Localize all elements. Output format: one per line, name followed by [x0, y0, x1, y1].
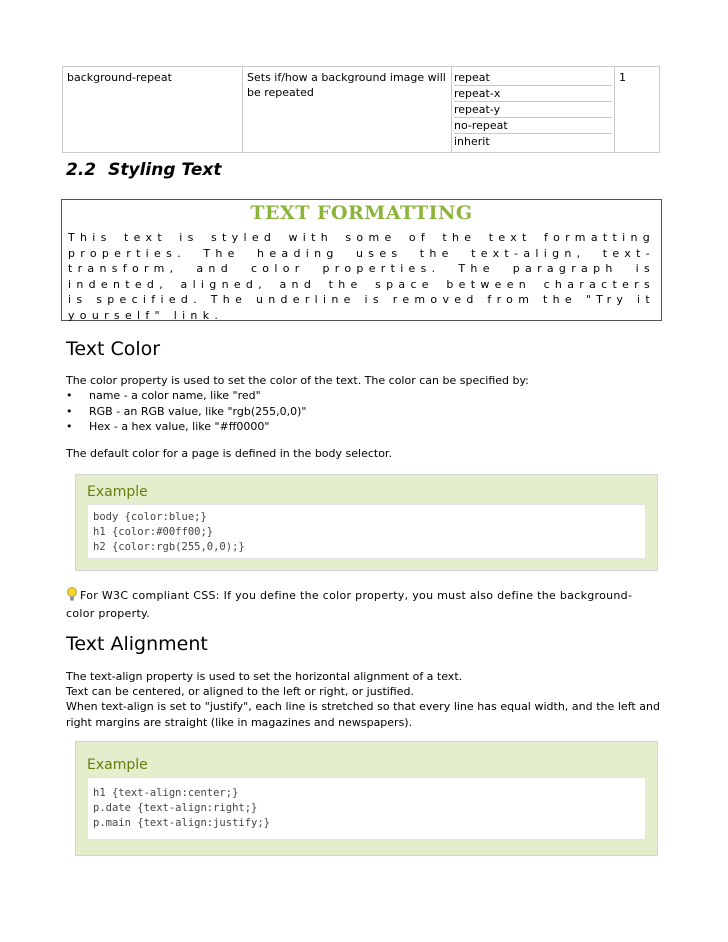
value-item: no-repeat	[454, 118, 612, 134]
code-line: p.main {text-align:justify;}	[93, 817, 271, 829]
value-item: repeat-y	[454, 102, 612, 118]
demo-heading: TEXT FORMATTING	[250, 202, 473, 224]
code-block	[87, 777, 646, 840]
alignment-line: The text-align property is used to set the horizontal alignment of a text.	[66, 670, 463, 683]
values-cell	[452, 67, 615, 153]
description-cell: Sets if/how a background image will be repeated	[243, 67, 452, 153]
bullet-icon: •	[66, 404, 73, 418]
text-color-heading: Text Color	[66, 338, 161, 360]
demo-paragraph: This text is styled with some of the text formatting properties. The heading uses the text-align, text-transform, and color properties. The paragraph is indented, aligned, and the space between characters is specified. The underline is removed from the "Try it yourself" link.	[68, 231, 655, 322]
list-item-text: name - a color name, like "red"	[89, 389, 261, 402]
alignment-line: When text-align is set to "justify", each line is stretched so that every line has equal width, and the left and right margins are straight (like in magazines and newspapers).	[66, 700, 660, 729]
code-line: h1 {color:#00ff00;}	[93, 526, 214, 538]
text-formatting-demo	[61, 199, 662, 321]
list-item-text: RGB - an RGB value, like "rgb(255,0,0)"	[89, 404, 307, 418]
example-box-color	[75, 474, 658, 571]
table-row	[63, 67, 660, 153]
text-color-intro: The color property is used to set the color of the text. The color can be specified by:	[66, 374, 529, 387]
section-title: Styling Text	[108, 160, 222, 180]
bullet-icon: •	[66, 420, 73, 433]
value-item: inherit	[454, 135, 490, 148]
code-line: h1 {text-align:center;}	[93, 787, 239, 799]
code-line: body {color:blue;}	[93, 511, 207, 523]
alignment-line: Text can be centered, or aligned to the left or right, or justified.	[66, 685, 414, 698]
section-number: 2.2	[66, 160, 97, 180]
default-color-note: The default color for a page is defined in the body selector.	[66, 447, 392, 460]
w3c-tip	[66, 587, 660, 623]
list-item	[66, 388, 306, 404]
list-item-text: Hex - a hex value, like "#ff0000"	[89, 420, 270, 433]
list-item	[66, 404, 306, 420]
property-table	[62, 66, 660, 153]
example-label: Example	[87, 484, 148, 500]
css-version-cell: 1	[615, 67, 660, 153]
bullet-icon: •	[66, 389, 73, 402]
value-item: repeat	[454, 70, 612, 86]
code-line: h2 {color:rgb(255,0,0);}	[93, 541, 245, 553]
section-heading	[66, 160, 221, 180]
color-format-list	[66, 388, 306, 435]
code-line: p.date {text-align:right;}	[93, 802, 258, 814]
code-block	[87, 504, 646, 559]
list-item	[66, 419, 306, 435]
value-item: repeat-x	[454, 86, 612, 102]
example-label: Example	[87, 757, 148, 773]
example-box-alignment	[75, 741, 658, 856]
tip-text: For W3C compliant CSS: If you define the color property, you must also define the background-color property.	[66, 589, 633, 620]
lightbulb-icon	[66, 587, 78, 601]
property-cell: background-repeat	[63, 67, 243, 153]
text-alignment-heading: Text Alignment	[66, 633, 208, 655]
